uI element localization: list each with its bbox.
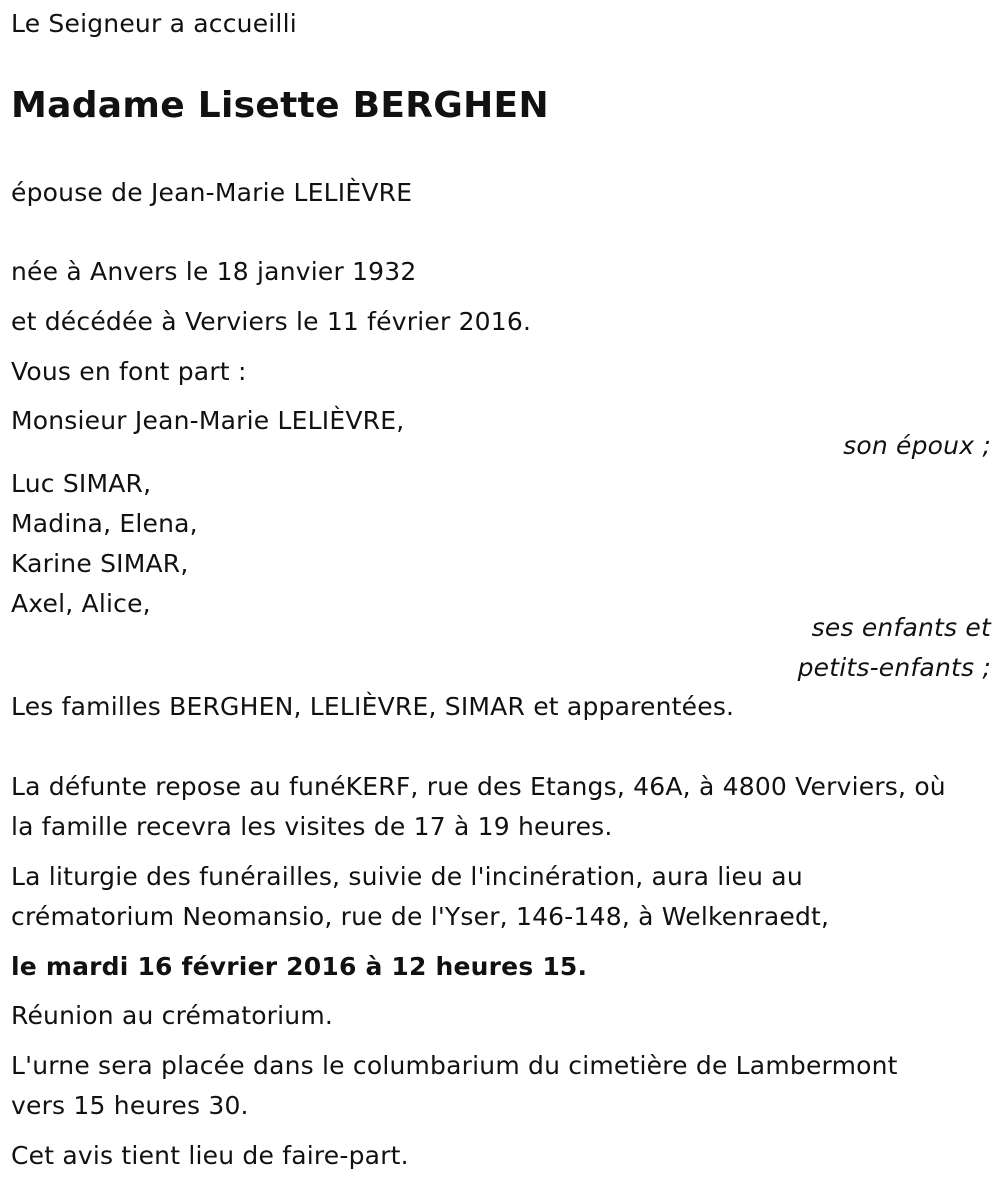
families-line: Les familles BERGHEN, LELIÈVRE, SIMAR et apparentées. — [11, 692, 735, 721]
child-name: Axel, Alice, — [11, 589, 151, 618]
announcers-intro: Vous en font part : — [11, 357, 247, 386]
visitation-line-2: la famille recevra les visites de 17 à 19 heures. — [11, 812, 613, 841]
liturgy-line-1: La liturgie des funérailles, suivie de l'incinération, aura lieu au — [11, 862, 803, 891]
obituary-notice — [11, 0, 991, 1191]
child-name: Madina, Elena, — [11, 509, 198, 538]
spouse-role: son époux ; — [843, 431, 991, 460]
deceased-name: Madame Lisette BERGHEN — [11, 85, 549, 126]
spouse-name: Monsieur Jean-Marie LELIÈVRE, — [11, 406, 405, 435]
intro-text: Le Seigneur a accueilli — [11, 9, 297, 38]
children-role-line-2: petits-enfants ; — [797, 653, 991, 682]
urn-line-2: vers 15 heures 30. — [11, 1091, 249, 1120]
visitation-line-1: La défunte repose au funéKERF, rue des Etangs, 46A, à 4800 Verviers, où — [11, 772, 946, 801]
birth-info: née à Anvers le 18 janvier 1932 — [11, 257, 417, 286]
liturgy-line-2: crématorium Neomansio, rue de l'Yser, 146-148, à Welkenraedt, — [11, 902, 830, 931]
meeting-info: Réunion au crématorium. — [11, 1001, 334, 1030]
ceremony-datetime: le mardi 16 février 2016 à 12 heures 15. — [11, 952, 588, 981]
death-info: et décédée à Verviers le 11 février 2016. — [11, 307, 532, 336]
child-name: Luc SIMAR, — [11, 469, 152, 498]
child-name: Karine SIMAR, — [11, 549, 189, 578]
closing-text: Cet avis tient lieu de faire-part. — [11, 1141, 409, 1170]
children-role-line-1: ses enfants et — [811, 613, 991, 642]
urn-line-1: L'urne sera placée dans le columbarium du cimetière de Lambermont — [11, 1051, 898, 1080]
spouse-relation: épouse de Jean-Marie LELIÈVRE — [11, 178, 413, 207]
